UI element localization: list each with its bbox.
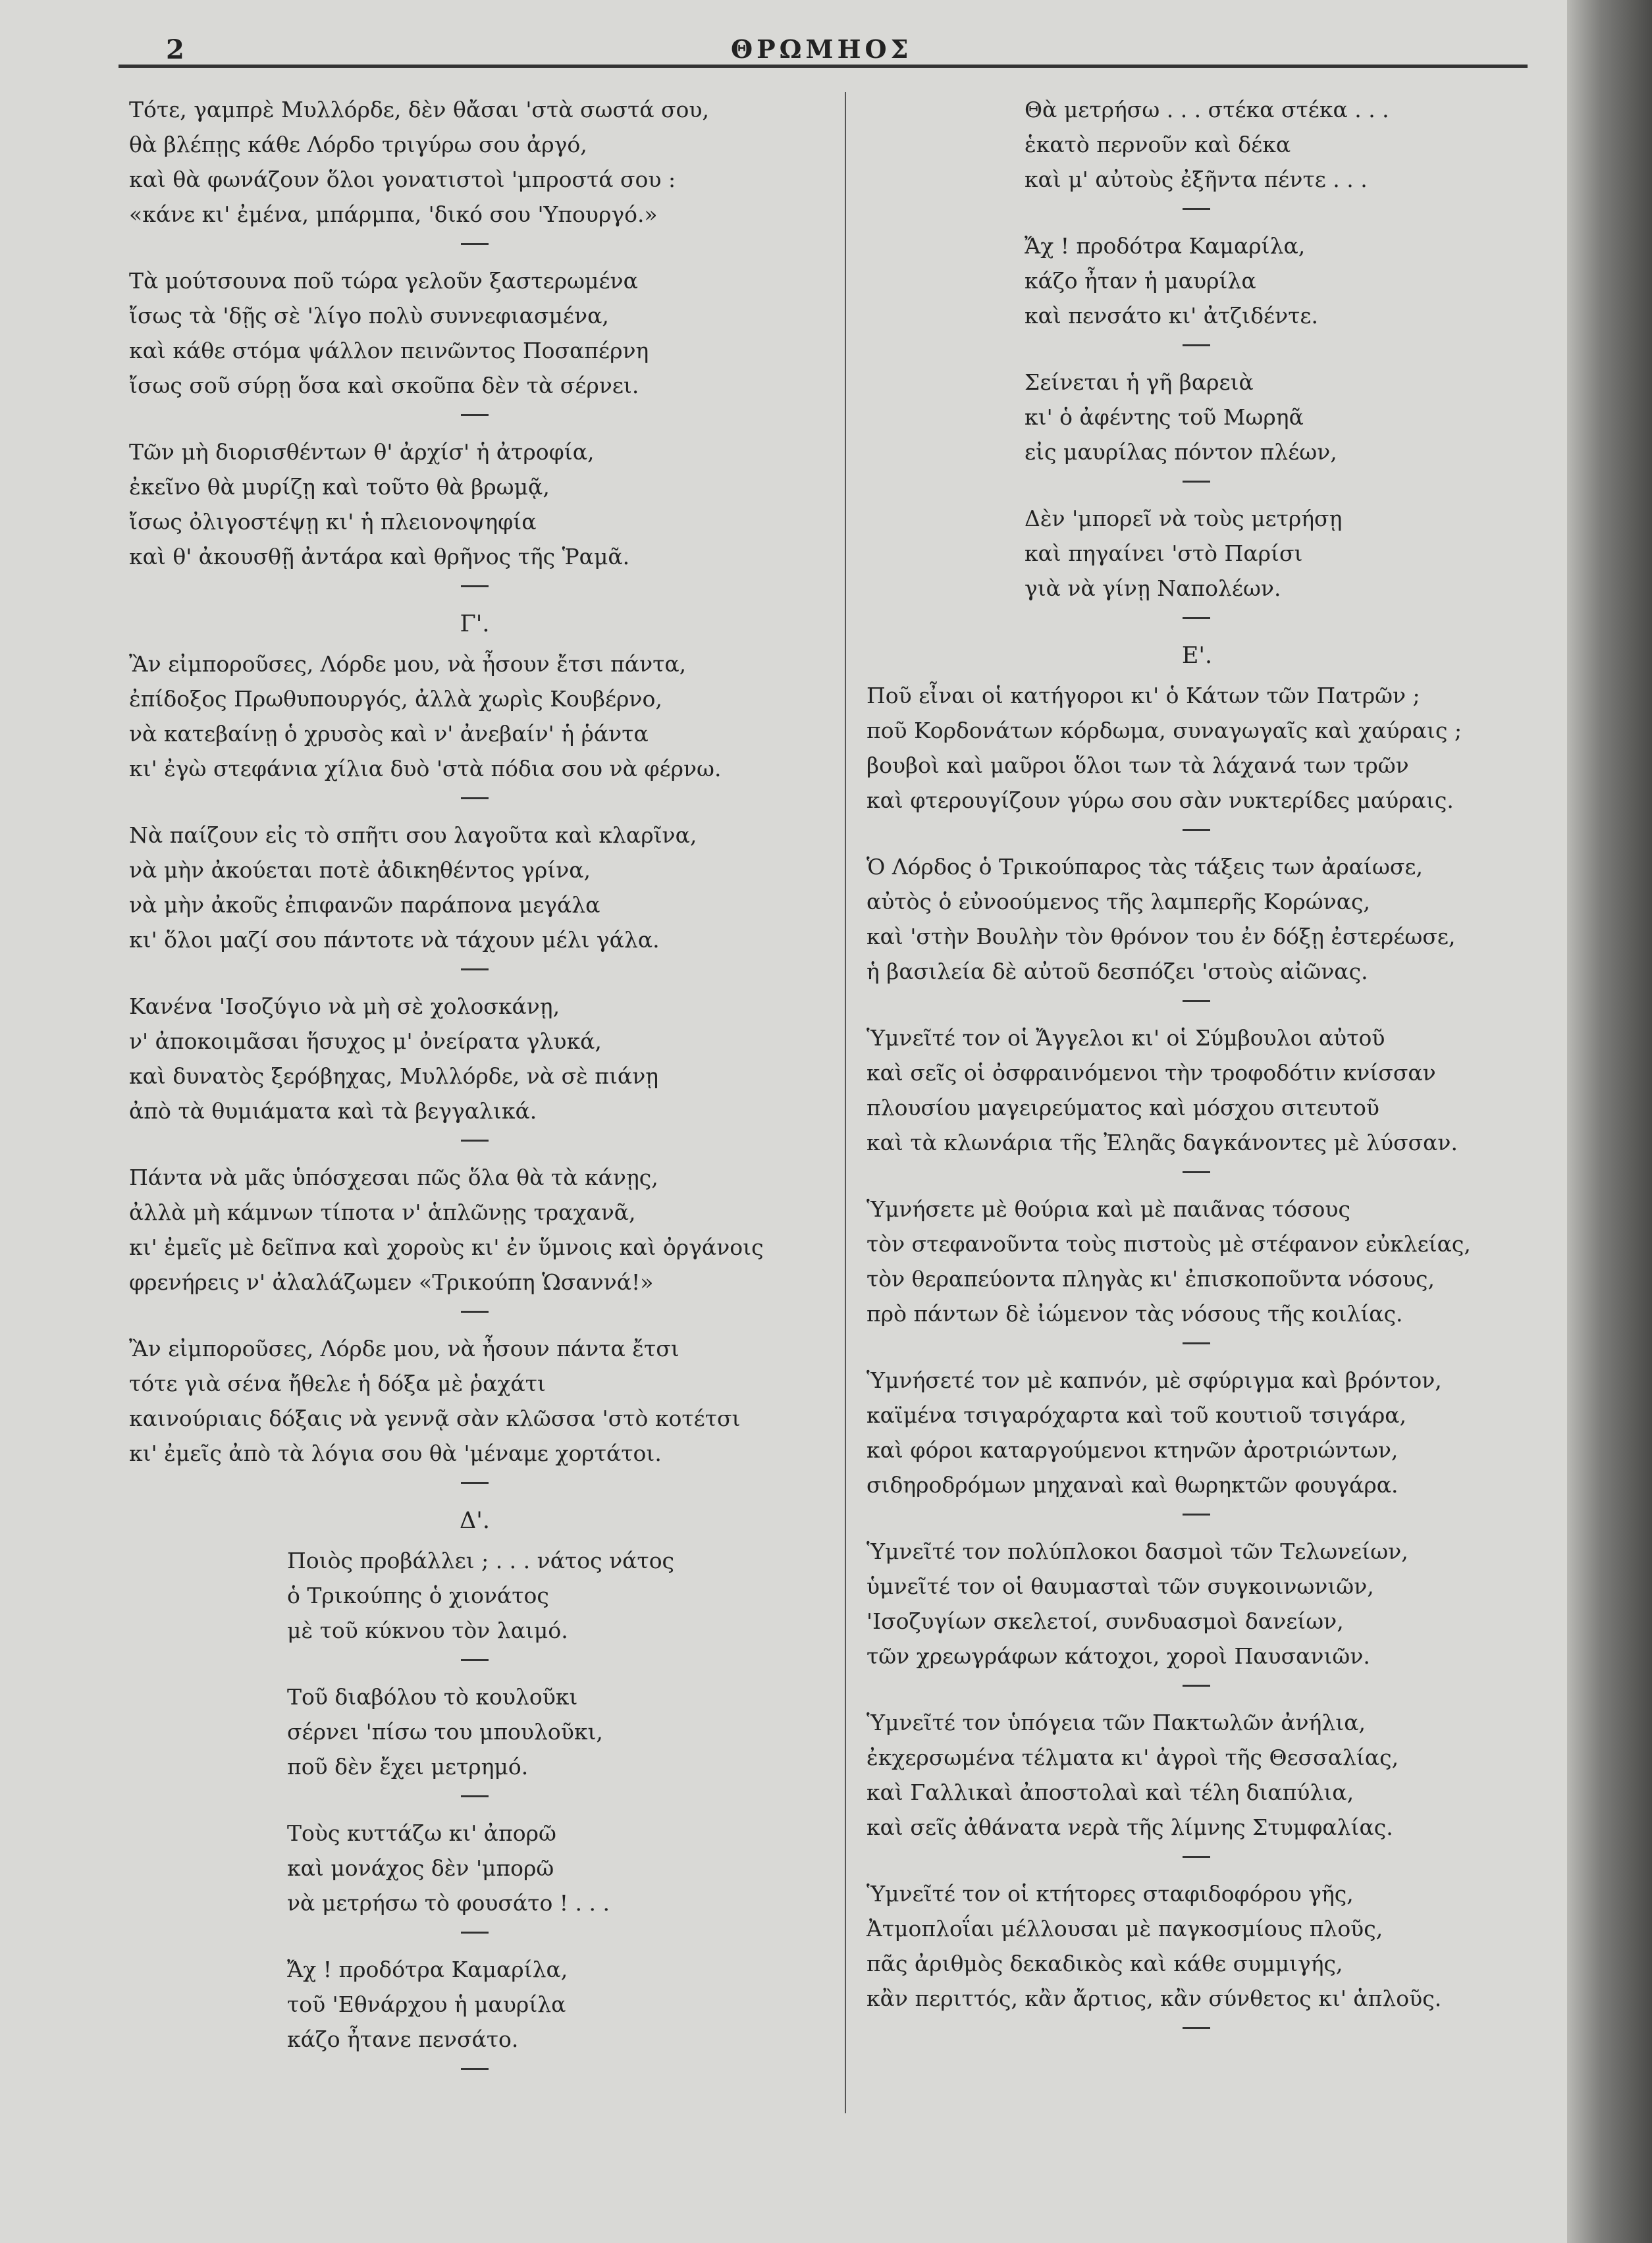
verse-line: κάζο ἦτανε πενσάτο.	[287, 2026, 519, 2052]
section-heading: Γ'.	[460, 611, 490, 637]
poem-stanza	[129, 989, 820, 1128]
verse-line: Τοὺς κυττάζω κι' ἀπορῶ	[287, 1820, 556, 1846]
verse-line: πᾶς ἀριθμὸς δεκαδικὸς καὶ κάθε συμμιγής,	[866, 1951, 1343, 1976]
verse-line: τῶν χρεωγράφων κάτοχοι, χοροὶ Παυσανιῶν.	[866, 1643, 1370, 1669]
verse-line: καὶ μονάχος δὲν 'μπορῶ	[287, 1855, 554, 1881]
verse-line: πλουσίου μαγειρεύματος καὶ μόσχου σιτευτοῦ	[866, 1095, 1379, 1121]
verse-line: Ὑμνεῖτέ τον οἱ κτήτορες σταφιδοφόρου γῆς,	[866, 1881, 1354, 1907]
verse-line: καὶ θ' ἀκουσθῇ ἀντάρα καὶ θρῆνος τῆς Ῥαμᾶ.	[129, 544, 630, 569]
verse-line: ἴσως ὀλιγοστέψῃ κι' ἡ πλειονοψηφία	[129, 509, 537, 535]
verse-line: Πάντα νὰ μᾶς ὑπόσχεσαι πῶς ὅλα θὰ τὰ κάνῃς,	[129, 1165, 658, 1190]
verse-line: καὶ δυνατὸς ξερόβηχας, Μυλλόρδε, νὰ σὲ πιάνῃ	[129, 1063, 659, 1089]
verse-line: καὶ πηγαίνει 'στὸ Παρίσι	[1025, 541, 1303, 566]
stanza-separator	[866, 1165, 1528, 1178]
verse-line: Ὁ Λόρδος ὁ Τρικούπαρος τὰς τάξεις των ἀραίωσε,	[866, 854, 1424, 880]
verse-line: ἐπίδοξος Πρωθυπουργός, ἀλλὰ χωρὶς Κουβέρνο,	[129, 686, 662, 712]
verse-line: ἐκεῖνο θὰ μυρίζῃ καὶ τοῦτο θὰ βρωμᾷ,	[129, 474, 550, 500]
stanza-separator	[129, 1926, 820, 1939]
right-column	[866, 92, 1528, 2047]
verse-line: καϊμένα τσιγαρόχαρτα καὶ τοῦ κουτιοῦ τσιγάρα,	[866, 1402, 1407, 1428]
stanza-separator	[866, 1508, 1528, 1521]
stanza-separator	[129, 1305, 820, 1318]
verse-line: σιδηροδρόμων μηχαναὶ καὶ θωρηκτῶν φουγάρα.	[866, 1472, 1399, 1498]
verse-line: Τῶν μὴ διορισθέντων θ' ἀρχίσ' ἡ ἀτροφία,	[129, 439, 595, 465]
section-heading: Ε'.	[1181, 643, 1213, 669]
verse-line: Τοῦ διαβόλου τὸ κουλοῦκι	[287, 1684, 578, 1710]
verse-line: καινούριαις δόξαις νὰ γεννᾷ σὰν κλῶσσα 'στὸ κοτέτσι	[129, 1406, 741, 1431]
poem-stanza	[129, 1331, 820, 1471]
verse-line: τότε γιὰ σένα ἤθελε ἡ δόξα μὲ ῥαχάτι	[129, 1371, 546, 1396]
stanza-separator	[866, 338, 1528, 352]
stanza-separator	[129, 408, 820, 421]
verse-line: κι' ἐγὼ στεφάνια χίλια δυὸ 'στὰ πόδια σου νὰ φέρνω.	[129, 756, 722, 781]
stanza-separator	[129, 1653, 820, 1666]
verse-line: γιὰ νὰ γίνῃ Ναπολέων.	[1025, 575, 1281, 601]
verse-line: θὰ βλέπῃς κάθε Λόρδο τριγύρω σου ἀργό,	[129, 132, 587, 157]
stanza-separator	[866, 2021, 1528, 2034]
verse-line: καὶ τὰ κλωνάρια τῆς Ἐληᾶς δαγκάνοντες μὲ λύσσαν.	[866, 1130, 1458, 1155]
verse-line: καὶ πενσάτο κι' ἀτζιδέντε.	[1025, 303, 1318, 329]
poem-stanza	[129, 1543, 820, 1648]
verse-line: Σείνεται ἡ γῆ βαρειὰ	[1025, 369, 1254, 395]
verse-line: ποῦ δὲν ἔχει μετρημό.	[287, 1754, 529, 1780]
poem-stanza	[866, 1876, 1528, 2016]
verse-line: ν' ἀποκοιμᾶσαι ἥσυχος μ' ὀνείρατα γλυκά,	[129, 1028, 602, 1054]
verse-line: καὶ κάθε στόμα ψάλλον πεινῶντος Ποσαπέρνη	[129, 338, 649, 363]
verse-line: πρὸ πάντων δὲ ἰώμενον τὰς νόσους τῆς κοιλίας.	[866, 1301, 1403, 1327]
poem-stanza	[129, 1160, 820, 1300]
left-column	[129, 92, 820, 2088]
stanza-separator	[129, 237, 820, 250]
column-divider	[845, 92, 846, 2113]
poem-stanza	[866, 849, 1528, 989]
stanza-separator	[866, 823, 1528, 836]
page-binding-shadow	[1567, 0, 1652, 2243]
verse-line: κἂν περιττός, κἂν ἄρτιος, κἂν σύνθετος κι' ἁπλοῦς.	[866, 1986, 1442, 2011]
verse-line: καὶ σεῖς ἀθάνατα νερὰ τῆς λίμνης Στυμφαλίας.	[866, 1814, 1393, 1840]
verse-line: τοῦ 'Εθνάρχου ἡ μαυρίλα	[287, 1992, 566, 2017]
verse-line: βουβοὶ καὶ μαῦροι ὅλοι των τὰ λάχανά των τρῶν	[866, 752, 1409, 778]
verse-line: καὶ Γαλλικαὶ ἀποστολαὶ καὶ τέλη διαπύλια,	[866, 1780, 1354, 1805]
verse-line: νὰ μὴν ἀκοῦς ἐπιφανῶν παράπονα μεγάλα	[129, 892, 600, 918]
verse-line: «κάνε κι' ἐμένα, μπάρμπα, 'δικό σου 'Υπουργό.»	[129, 201, 658, 227]
newspaper-title: ΘΡΩΜΗΟΣ	[731, 34, 913, 64]
verse-line: καὶ φτερουγίζουν γύρω σου σὰν νυκτερίδες μαύραις.	[866, 787, 1454, 813]
poem-stanza	[866, 228, 1528, 333]
poem-stanza	[866, 1363, 1528, 1502]
poem-stanza	[866, 92, 1528, 197]
verse-line: Ὑμνήσετέ τον μὲ καπνόν, μὲ σφύριγμα καὶ βρόντον,	[866, 1367, 1442, 1393]
verse-line: ὑμνεῖτέ τον οἱ θαυμασταὶ τῶν συγκοινωνιῶν,	[866, 1573, 1374, 1599]
verse-line: αὐτὸς ὁ εὐνοούμενος τῆς λαμπερῆς Κορώνας,	[866, 889, 1370, 914]
verse-line: κι' ὁ ἀφέντης τοῦ Μωρηᾶ	[1025, 404, 1304, 430]
verse-line: Τὰ μούτσουνα ποῦ τώρα γελοῦν ξαστερωμένα	[129, 268, 638, 294]
poem-stanza	[866, 1705, 1528, 1845]
stanza-separator	[866, 1336, 1528, 1350]
verse-line: Ὑμνήσετε μὲ θούρια καὶ μὲ παιᾶνας τόσους	[866, 1196, 1350, 1222]
poem-stanza	[866, 1534, 1528, 1674]
verse-line: Νὰ παίζουν εἰς τὸ σπῆτι σου λαγοῦτα καὶ κλαρῖνα,	[129, 822, 697, 848]
poem-stanza	[129, 647, 820, 786]
verse-line: σέρνει 'πίσω του μπουλοῦκι,	[287, 1719, 603, 1745]
verse-line: Ὑμνεῖτέ τον πολύπλοκοι δασμοὶ τῶν Τελωνείων,	[866, 1539, 1408, 1564]
verse-line: νὰ κατεβαίνῃ ὁ χρυσὸς καὶ ν' ἀνεβαίν' ἡ ῥάντα	[129, 721, 649, 747]
verse-line: ἀπὸ τὰ θυμιάματα καὶ τὰ βεγγαλικά.	[129, 1098, 537, 1124]
verse-line: καὶ 'στὴν Βουλὴν τὸν θρόνον του ἐν δόξῃ ἐστερέωσε,	[866, 924, 1456, 949]
verse-line: φρενήρεις ν' ἀλαλάζωμεν «Τρικούπη Ὡσαννά!»	[129, 1269, 654, 1295]
verse-line: Ὑμνεῖτέ τον ὑπόγεια τῶν Πακτωλῶν ἀνήλια,	[866, 1710, 1366, 1735]
stanza-separator	[866, 1850, 1528, 1863]
verse-line: Δὲν 'μπορεῖ νὰ τοὺς μετρήσῃ	[1025, 506, 1343, 531]
stanza-separator	[866, 994, 1528, 1007]
stanza-separator	[129, 791, 820, 805]
stanza-separator	[866, 611, 1528, 624]
stanza-separator	[129, 2062, 820, 2075]
poem-stanza	[866, 365, 1528, 469]
poem-stanza	[129, 1679, 820, 1784]
verse-line: Ἂν εἰμποροῦσες, Λόρδε μου, νὰ ἦσουν πάντα ἔτσι	[129, 1336, 679, 1361]
verse-line: Κανένα 'Ισοζύγιο νὰ μὴ σὲ χολοσκάνῃ,	[129, 993, 560, 1019]
poem-stanza	[129, 263, 820, 403]
verse-line: κι' ἐμεῖς μὲ δεῖπνα καὶ χοροὺς κι' ἐν ὕμνοις καὶ ὀργάνοις	[129, 1234, 764, 1260]
poem-stanza	[129, 818, 820, 957]
section-heading: Δ'.	[459, 1508, 491, 1534]
verse-line: καὶ θὰ φωνάζουν ὅλοι γονατιστοὶ 'μπροστά σου :	[129, 167, 676, 192]
verse-line: εἰς μαυρίλας πόντον πλέων,	[1025, 439, 1337, 465]
verse-line: καὶ μ' αὐτοὺς ἐξῆντα πέντε . . .	[1025, 167, 1368, 192]
verse-line: νὰ μετρήσω τὸ φουσάτο ! . . .	[287, 1890, 610, 1916]
stanza-separator	[129, 1476, 820, 1489]
verse-line: ἀλλὰ μὴ κάμνων τίποτα ν' ἁπλῶνῃς τραχανᾶ,	[129, 1200, 636, 1225]
verse-line: Ἄχ ! προδότρα Καμαρίλα,	[287, 1957, 568, 1982]
verse-line: κι' ὅλοι μαζί σου πάντοτε νὰ τάχουν μέλι γάλα.	[129, 927, 660, 953]
verse-line: καὶ σεῖς οἱ ὀσφραινόμενοι τὴν τροφοδότιν κνίσσαν	[866, 1060, 1436, 1086]
verse-line: Ἀτμοπλοΐαι μέλλουσαι μὲ παγκοσμίους πλοῦς,	[866, 1916, 1383, 1941]
stanza-separator	[866, 475, 1528, 488]
verse-line: Τότε, γαμπρὲ Μυλλόρδε, δὲν θἄσαι 'στὰ σωστά σου,	[129, 97, 709, 122]
verse-line: Ὑμνεῖτέ τον οἱ Ἄγγελοι κι' οἱ Σύμβουλοι αὐτοῦ	[866, 1025, 1385, 1051]
verse-line: μὲ τοῦ κύκνου τὸν λαιμό.	[287, 1618, 568, 1643]
stanza-separator	[129, 579, 820, 593]
verse-line: ἐκχερσωμένα τέλματα κι' ἀγροὶ τῆς Θεσσαλίας,	[866, 1745, 1399, 1770]
verse-line: ἡ βασιλεία δὲ αὐτοῦ δεσπόζει 'στοὺς αἰῶνας.	[866, 959, 1368, 984]
verse-line: Ποῦ εἶναι οἱ κατήγοροι κι' ὁ Κάτων τῶν Πατρῶν ;	[866, 683, 1420, 708]
verse-line: τὸν θεραπεύοντα πληγὰς κι' ἐπισκοποῦντα νόσους,	[866, 1266, 1435, 1292]
verse-line: τὸν στεφανοῦντα τοὺς πιστοὺς μὲ στέφανον εὐκλείας,	[866, 1231, 1471, 1257]
stanza-separator	[866, 1679, 1528, 1692]
verse-line: ποῦ Κορδονάτων κόρδωμα, συναγωγαῖς καὶ χαύραις ;	[866, 718, 1462, 743]
verse-line: καὶ φόροι καταργούμενοι κτηνῶν ἀροτριώντων,	[866, 1437, 1399, 1463]
verse-line: Θὰ μετρήσω . . . στέκα στέκα . . .	[1025, 97, 1389, 122]
stanza-separator	[129, 1134, 820, 1147]
poem-stanza	[129, 435, 820, 574]
poem-stanza	[866, 1020, 1528, 1160]
verse-line: ὁ Τρικούπης ὁ χιονάτος	[287, 1583, 549, 1608]
poem-stanza	[129, 1952, 820, 2057]
verse-line: κάζο ἦταν ἡ μαυρίλα	[1025, 268, 1256, 294]
poem-stanza	[866, 501, 1528, 606]
stanza-separator	[866, 202, 1528, 215]
verse-line: ἴσως τὰ 'δῇς σὲ 'λίγο πολὺ συννεφιασμένα,	[129, 303, 609, 329]
stanza-separator	[129, 963, 820, 976]
verse-line: Ἂν εἰμποροῦσες, Λόρδε μου, νὰ ἦσουν ἔτσι πάντα,	[129, 651, 687, 677]
verse-line: ἴσως σοῦ σύρῃ ὅσα καὶ σκοῦπα δὲν τὰ σέρνει.	[129, 373, 639, 398]
stanza-separator	[129, 1789, 820, 1803]
verse-line: ἑκατὸ περνοῦν καὶ δέκα	[1025, 132, 1291, 157]
verse-line: νὰ μὴν ἀκούεται ποτὲ ἀδικηθέντος γρίνα,	[129, 857, 591, 883]
verse-line: Ἄχ ! προδότρα Καμαρίλα,	[1025, 233, 1306, 259]
verse-line: 'Ισοζυγίων σκελετοί, συνδυασμοὶ δανείων,	[866, 1608, 1344, 1634]
verse-line: κι' ἐμεῖς ἀπὸ τὰ λόγια σου θὰ 'μέναμε χορτάτοι.	[129, 1440, 662, 1466]
verse-line: Ποιὸς προβάλλει ; . . . νάτος νάτος	[287, 1548, 675, 1573]
poem-stanza	[129, 92, 820, 232]
poem-stanza	[129, 1816, 820, 1920]
page-number: 2	[166, 34, 184, 65]
poem-stanza	[866, 678, 1528, 818]
poem-stanza	[866, 1192, 1528, 1331]
header-rule	[119, 65, 1528, 68]
